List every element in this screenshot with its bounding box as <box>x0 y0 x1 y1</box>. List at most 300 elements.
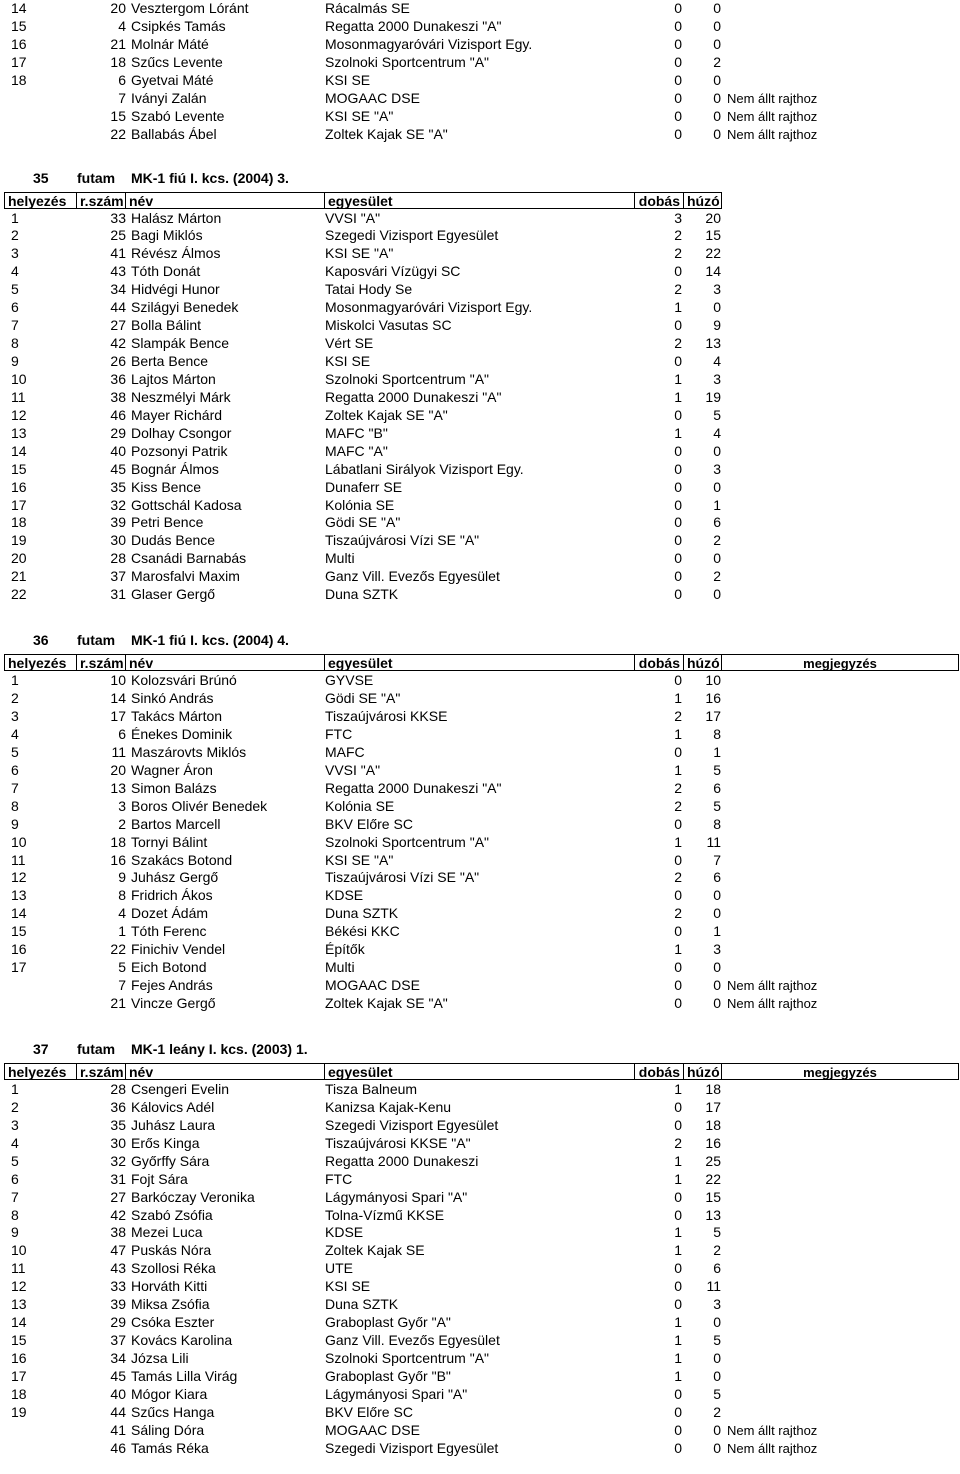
bib-number-cell: 20 <box>110 761 126 778</box>
placement-cell: 21 <box>11 568 27 585</box>
athlete-name-cell: Pozsonyi Patrik <box>131 442 228 459</box>
bib-number-cell: 34 <box>110 1350 126 1366</box>
placement-cell: 19 <box>11 532 27 549</box>
club-cell: MOGAAC DSE <box>325 977 420 994</box>
header-h: húzó <box>683 192 722 209</box>
result-row <box>0 353 960 371</box>
club-cell: Lábatlani Sirályok Vizisport Egy. <box>325 460 524 477</box>
throw-count-cell: 0 <box>674 496 682 513</box>
pull-count-cell: 22 <box>705 1170 721 1187</box>
throw-count-cell: 0 <box>674 107 682 124</box>
throw-count-cell: 1 <box>674 761 682 778</box>
placement-cell: 17 <box>11 1367 27 1384</box>
result-row <box>0 1242 960 1260</box>
club-cell: KSI SE "A" <box>325 245 394 262</box>
heat-title <box>0 1040 960 1058</box>
spacer <box>0 1013 960 1040</box>
club-cell: Zoltek Kajak SE "A" <box>325 406 448 423</box>
placement-cell: 3 <box>11 245 19 262</box>
pull-count-cell: 1 <box>713 743 721 760</box>
bib-number-cell: 1 <box>118 923 126 940</box>
throw-count-cell: 2 <box>674 335 682 352</box>
athlete-name-cell: Szakács Botond <box>131 851 233 868</box>
throw-count-cell: 2 <box>674 708 682 724</box>
pull-count-cell: 15 <box>705 1188 721 1205</box>
result-row <box>0 72 960 90</box>
result-row <box>0 726 960 744</box>
throw-count-cell: 0 <box>674 923 682 940</box>
result-row <box>0 708 960 726</box>
placement-cell: 12 <box>11 1278 27 1295</box>
bib-number-cell: 6 <box>118 71 126 88</box>
club-cell: Multi <box>325 959 355 976</box>
pull-count-cell: 6 <box>713 779 721 796</box>
pull-count-cell: 9 <box>713 317 721 334</box>
result-row <box>0 1189 960 1207</box>
pull-count-cell: 10 <box>705 672 721 689</box>
throw-count-cell: 0 <box>674 586 682 603</box>
club-cell: Kaposvári Vízügyi SC <box>325 263 461 280</box>
pull-count-cell: 5 <box>713 1332 721 1349</box>
club-cell: GYVSE <box>325 672 374 689</box>
table-header <box>0 1063 960 1081</box>
club-cell: VVSI "A" <box>325 761 381 778</box>
athlete-name-cell: Berta Bence <box>131 353 209 369</box>
placement-cell: 14 <box>11 1314 27 1331</box>
athlete-name-cell: Kálovics Adél <box>131 1098 215 1115</box>
placement-cell: 12 <box>11 869 27 886</box>
placement-cell: 3 <box>11 1116 19 1133</box>
header-club: egyesület <box>324 654 635 671</box>
result-row <box>0 479 960 497</box>
club-cell: Regatta 2000 Dunakeszi "A" <box>325 779 502 796</box>
pull-count-cell: 0 <box>713 995 721 1011</box>
athlete-name-cell: Bolla Bálint <box>131 317 202 334</box>
athlete-name-cell: Tamás Lilla Virág <box>131 1367 238 1384</box>
result-row <box>0 568 960 586</box>
bib-number-cell: 25 <box>110 227 126 244</box>
bib-number-cell: 47 <box>110 1242 126 1259</box>
placement-cell: 6 <box>11 761 19 778</box>
pull-count-cell: 0 <box>713 299 721 316</box>
result-row <box>0 1135 960 1153</box>
placement-cell: 9 <box>11 353 19 369</box>
bib-number-cell: 34 <box>110 281 126 298</box>
bib-number-cell: 8 <box>118 887 126 904</box>
result-row <box>0 1440 960 1458</box>
bib-number-cell: 16 <box>110 851 126 868</box>
pull-count-cell: 1 <box>713 923 721 940</box>
throw-count-cell: 0 <box>674 1421 682 1438</box>
club-cell: Szolnoki Sportcentrum "A" <box>325 1350 490 1366</box>
athlete-name-cell: Csipkés Tamás <box>131 17 226 34</box>
athlete-name-cell: Molnár Máté <box>131 35 209 52</box>
result-row <box>0 18 960 36</box>
bib-number-cell: 22 <box>110 941 126 958</box>
pull-count-cell: 0 <box>713 1350 721 1366</box>
pull-count-cell: 17 <box>705 708 721 724</box>
athlete-name-cell: Sinkó András <box>131 690 214 707</box>
placement-cell: 9 <box>11 815 19 832</box>
athlete-name-cell: Bognár Álmos <box>131 460 219 477</box>
club-cell: Zoltek Kajak SE <box>325 1242 425 1259</box>
pull-count-cell: 5 <box>713 1385 721 1402</box>
placement-cell: 15 <box>11 460 27 477</box>
heat-label: futam <box>77 1040 116 1057</box>
pull-count-cell: 0 <box>713 17 721 34</box>
placement-cell: 14 <box>11 0 27 16</box>
athlete-name-cell: Marosfalvi Maxim <box>131 568 240 585</box>
athlete-name-cell: Szűcs Levente <box>131 53 223 70</box>
result-row <box>0 1368 960 1386</box>
heat-number: 37 <box>33 1040 49 1057</box>
bib-number-cell: 31 <box>110 586 126 603</box>
placement-cell: 13 <box>11 1296 27 1313</box>
placement-cell: 8 <box>11 797 19 814</box>
pull-count-cell: 0 <box>713 905 721 922</box>
club-cell: Tolna-Vízmű KKSE <box>325 1206 445 1223</box>
pull-count-cell: 5 <box>713 761 721 778</box>
pull-count-cell: 11 <box>706 833 721 850</box>
result-row <box>0 210 960 228</box>
header-pos: helyezés <box>4 1063 77 1080</box>
result-row <box>0 586 960 604</box>
placement-cell: 5 <box>11 743 19 760</box>
table-header <box>0 654 960 672</box>
bib-number-cell: 36 <box>110 370 126 387</box>
bib-number-cell: 32 <box>110 496 126 513</box>
bib-number-cell: 27 <box>110 317 126 334</box>
throw-count-cell: 0 <box>674 0 682 16</box>
result-row <box>0 744 960 762</box>
club-cell: FTC <box>325 1170 353 1187</box>
throw-count-cell: 0 <box>674 514 682 531</box>
club-cell: MAFC <box>325 743 365 760</box>
placement-cell: 1 <box>11 1080 19 1097</box>
placement-cell: 15 <box>11 17 27 34</box>
result-row <box>0 762 960 780</box>
placement-cell: 11 <box>11 851 26 868</box>
bib-number-cell: 10 <box>110 672 126 689</box>
club-cell: Kanizsa Kajak-Kenu <box>325 1098 452 1115</box>
athlete-name-cell: Dozet Ádám <box>131 905 209 922</box>
athlete-name-cell: Puskás Nóra <box>131 1242 212 1259</box>
throw-count-cell: 0 <box>674 353 682 369</box>
throw-count-cell: 0 <box>674 550 682 567</box>
throw-count-cell: 1 <box>674 690 682 707</box>
athlete-name-cell: Józsa Lili <box>131 1350 189 1366</box>
heat-number: 35 <box>33 169 49 186</box>
spacer <box>0 144 960 169</box>
bib-number-cell: 39 <box>110 1296 126 1313</box>
result-row <box>0 1278 960 1296</box>
athlete-name-cell: Kiss Bence <box>131 478 202 495</box>
placement-cell: 10 <box>11 833 27 850</box>
athlete-name-cell: Szabó Levente <box>131 107 225 124</box>
bib-number-cell: 44 <box>110 1403 126 1420</box>
throw-count-cell: 1 <box>674 1242 682 1259</box>
pull-count-cell: 16 <box>705 1134 721 1151</box>
pull-count-cell: 0 <box>713 35 721 52</box>
club-cell: Regatta 2000 Dunakeszi "A" <box>325 17 502 34</box>
pull-count-cell: 18 <box>705 1116 721 1133</box>
placement-cell: 18 <box>11 514 27 531</box>
throw-count-cell: 0 <box>674 887 682 904</box>
throw-count-cell: 2 <box>674 905 682 922</box>
result-row <box>0 1350 960 1368</box>
throw-count-cell: 0 <box>674 1206 682 1223</box>
result-row <box>0 54 960 72</box>
club-cell: Ganz Vill. Evezős Egyesület <box>325 1332 500 1349</box>
result-row <box>0 672 960 690</box>
club-cell: KSI SE <box>325 1278 371 1295</box>
placement-cell: 7 <box>11 779 19 796</box>
throw-count-cell: 0 <box>674 532 682 549</box>
pull-count-cell: 18 <box>705 1080 721 1097</box>
bib-number-cell: 26 <box>110 353 126 369</box>
throw-count-cell: 2 <box>674 245 682 262</box>
result-row <box>0 245 960 263</box>
pull-count-cell: 4 <box>713 353 721 369</box>
throw-count-cell: 1 <box>674 1080 682 1097</box>
club-cell: Tiszaújvárosi Vízi SE "A" <box>325 869 480 886</box>
result-row <box>0 425 960 443</box>
throw-count-cell: 1 <box>674 424 682 441</box>
result-row <box>0 281 960 299</box>
bib-number-cell: 7 <box>118 89 126 106</box>
heat-title <box>0 631 960 649</box>
club-cell: Duna SZTK <box>325 905 399 922</box>
result-row <box>0 371 960 389</box>
throw-count-cell: 0 <box>674 263 682 280</box>
club-cell: Mosonmagyaróvári Vizisport Egy. <box>325 35 533 52</box>
athlete-name-cell: Vincze Gergő <box>131 995 216 1011</box>
pull-count-cell: 5 <box>713 797 721 814</box>
athlete-name-cell: Kolozsvári Brúnó <box>131 672 237 689</box>
placement-cell: 12 <box>11 406 27 423</box>
pull-count-cell: 19 <box>705 388 721 405</box>
bib-number-cell: 33 <box>110 209 126 226</box>
result-row <box>0 1260 960 1278</box>
athlete-name-cell: Horváth Kitti <box>131 1278 208 1295</box>
throw-count-cell: 0 <box>674 977 682 994</box>
placement-cell: 4 <box>11 1134 19 1151</box>
placement-cell: 3 <box>11 708 19 724</box>
club-cell: Kolónia SE <box>325 496 395 513</box>
throw-count-cell: 0 <box>674 1439 682 1456</box>
athlete-name-cell: Tóth Donát <box>131 263 201 280</box>
header-name: név <box>125 654 325 671</box>
athlete-name-cell: Eich Botond <box>131 959 207 976</box>
note-cell: Nem állt rajthoz <box>727 996 818 1011</box>
throw-count-cell: 1 <box>674 941 682 958</box>
result-row <box>0 1386 960 1404</box>
athlete-name-cell: Boros Olivér Benedek <box>131 797 268 814</box>
pull-count-cell: 8 <box>713 725 721 742</box>
placement-cell: 9 <box>11 1224 19 1241</box>
athlete-name-cell: Dudás Bence <box>131 532 216 549</box>
note-cell: Nem állt rajthoz <box>727 1422 818 1438</box>
pull-count-cell: 3 <box>713 1296 721 1313</box>
bib-number-cell: 29 <box>110 424 126 441</box>
athlete-name-cell: Simon Balázs <box>131 779 217 796</box>
result-row <box>0 1081 960 1099</box>
header-note: megjegyzés <box>721 654 959 671</box>
pull-count-cell: 0 <box>713 959 721 976</box>
bib-number-cell: 40 <box>110 1385 126 1402</box>
result-row <box>0 1314 960 1332</box>
athlete-name-cell: Mezei Luca <box>131 1224 203 1241</box>
throw-count-cell: 0 <box>674 406 682 423</box>
athlete-name-cell: Fejes András <box>131 977 213 994</box>
athlete-name-cell: Mayer Richárd <box>131 406 223 423</box>
event-name: MK-1 leány I. kcs. (2003) 1. <box>131 1040 308 1057</box>
athlete-name-cell: Tóth Ferenc <box>131 923 207 940</box>
placement-cell: 15 <box>11 923 27 940</box>
club-cell: Tiszaújvárosi KKSE "A" <box>325 1134 471 1151</box>
pull-count-cell: 0 <box>713 107 721 124</box>
pull-count-cell: 2 <box>713 1242 721 1259</box>
bib-number-cell: 30 <box>110 532 126 549</box>
result-row <box>0 407 960 425</box>
pull-count-cell: 2 <box>713 1403 721 1420</box>
pull-count-cell: 0 <box>713 1367 721 1384</box>
bib-number-cell: 36 <box>110 1098 126 1115</box>
bib-number-cell: 22 <box>110 125 126 142</box>
header-club: egyesület <box>324 192 635 209</box>
athlete-name-cell: Erős Kinga <box>131 1134 200 1151</box>
club-cell: Szolnoki Sportcentrum "A" <box>325 370 490 387</box>
pull-count-cell: 5 <box>713 1224 721 1241</box>
bib-number-cell: 41 <box>110 245 126 262</box>
throw-count-cell: 0 <box>674 995 682 1011</box>
throw-count-cell: 0 <box>674 1188 682 1205</box>
club-cell: Szegedi Vizisport Egyesület <box>325 1116 499 1133</box>
throw-count-cell: 0 <box>674 89 682 106</box>
pull-count-cell: 0 <box>713 442 721 459</box>
bib-number-cell: 46 <box>110 1439 126 1456</box>
club-cell: Szegedi Vizisport Egyesület <box>325 1439 499 1456</box>
placement-cell: 5 <box>11 281 19 298</box>
placement-cell: 10 <box>11 370 27 387</box>
heat-number: 36 <box>33 632 49 649</box>
athlete-name-cell: Fridrich Ákos <box>131 887 213 904</box>
bib-number-cell: 4 <box>118 905 126 922</box>
athlete-name-cell: Énekes Dominik <box>131 725 233 742</box>
pull-count-cell: 0 <box>713 1421 721 1438</box>
placement-cell: 8 <box>11 335 19 352</box>
pull-count-cell: 0 <box>713 887 721 904</box>
bib-number-cell: 38 <box>110 1224 126 1241</box>
club-cell: Tisza Balneum <box>325 1080 418 1097</box>
athlete-name-cell: Révész Álmos <box>131 245 221 262</box>
spacer <box>0 604 960 631</box>
athlete-name-cell: Barkóczay Veronika <box>131 1188 255 1205</box>
athlete-name-cell: Maszárovts Miklós <box>131 743 247 760</box>
athlete-name-cell: Bagi Miklós <box>131 227 203 244</box>
throw-count-cell: 0 <box>674 317 682 334</box>
throw-count-cell: 0 <box>674 1296 682 1313</box>
bib-number-cell: 14 <box>110 690 126 707</box>
result-row <box>0 1296 960 1314</box>
bib-number-cell: 15 <box>110 107 126 124</box>
result-row <box>0 389 960 407</box>
placement-cell: 6 <box>11 1170 19 1187</box>
club-cell: Miskolci Vasutas SC <box>325 317 452 334</box>
result-row <box>0 1117 960 1135</box>
athlete-name-cell: Szűcs Hanga <box>131 1403 215 1420</box>
result-row <box>0 1422 960 1440</box>
placement-cell: 2 <box>11 227 19 244</box>
bib-number-cell: 29 <box>110 1314 126 1331</box>
club-cell: Graboplast Győr "A" <box>325 1314 451 1331</box>
bib-number-cell: 28 <box>110 1080 126 1097</box>
result-row <box>0 317 960 335</box>
athlete-name-cell: Takács Márton <box>131 708 223 724</box>
athlete-name-cell: Finichiv Vendel <box>131 941 226 958</box>
placement-cell: 2 <box>11 690 19 707</box>
club-cell: Kolónia SE <box>325 797 395 814</box>
result-row <box>0 977 960 995</box>
result-row <box>0 461 960 479</box>
throw-count-cell: 1 <box>674 1170 682 1187</box>
throw-count-cell: 1 <box>674 1350 682 1366</box>
pull-count-cell: 0 <box>713 1439 721 1456</box>
club-cell: MOGAAC DSE <box>325 1421 420 1438</box>
pull-count-cell: 17 <box>705 1098 721 1115</box>
result-row <box>0 1171 960 1189</box>
throw-count-cell: 0 <box>674 959 682 976</box>
bib-number-cell: 39 <box>110 514 126 531</box>
athlete-name-cell: Bartos Marcell <box>131 815 221 832</box>
pull-count-cell: 0 <box>713 89 721 106</box>
pull-count-cell: 14 <box>705 263 721 280</box>
pull-count-cell: 15 <box>705 227 721 244</box>
bib-number-cell: 42 <box>110 1206 126 1223</box>
club-cell: Lágymányosi Spari "A" <box>325 1385 468 1402</box>
throw-count-cell: 1 <box>674 833 682 850</box>
pull-count-cell: 3 <box>713 281 721 298</box>
club-cell: BKV Előre SC <box>325 815 413 832</box>
placement-cell: 1 <box>11 672 19 689</box>
result-row <box>0 959 960 977</box>
athlete-name-cell: Halász Márton <box>131 209 222 226</box>
bib-number-cell: 21 <box>110 35 126 52</box>
pull-count-cell: 3 <box>713 370 721 387</box>
bib-number-cell: 41 <box>110 1421 126 1438</box>
club-cell: Szolnoki Sportcentrum "A" <box>325 833 490 850</box>
heat-label: futam <box>77 169 116 186</box>
pull-count-cell: 16 <box>705 690 721 707</box>
athlete-name-cell: Juhász Gergő <box>131 869 219 886</box>
athlete-name-cell: Szilágyi Benedek <box>131 299 239 316</box>
bib-number-cell: 43 <box>110 263 126 280</box>
result-row <box>0 905 960 923</box>
athlete-name-cell: Tamás Réka <box>131 1439 209 1456</box>
bib-number-cell: 45 <box>110 460 126 477</box>
athlete-name-cell: Fojt Sára <box>131 1170 188 1187</box>
placement-cell: 14 <box>11 442 27 459</box>
result-row <box>0 1332 960 1350</box>
placement-cell: 10 <box>11 1242 27 1259</box>
throw-count-cell: 1 <box>674 1314 682 1331</box>
club-cell: Gödi SE "A" <box>325 690 401 707</box>
athlete-name-cell: Tornyi Bálint <box>131 833 208 850</box>
header-name: név <box>125 192 325 209</box>
bib-number-cell: 7 <box>118 977 126 994</box>
club-cell: Tiszaújvárosi KKSE <box>325 708 448 724</box>
bib-number-cell: 37 <box>110 1332 126 1349</box>
